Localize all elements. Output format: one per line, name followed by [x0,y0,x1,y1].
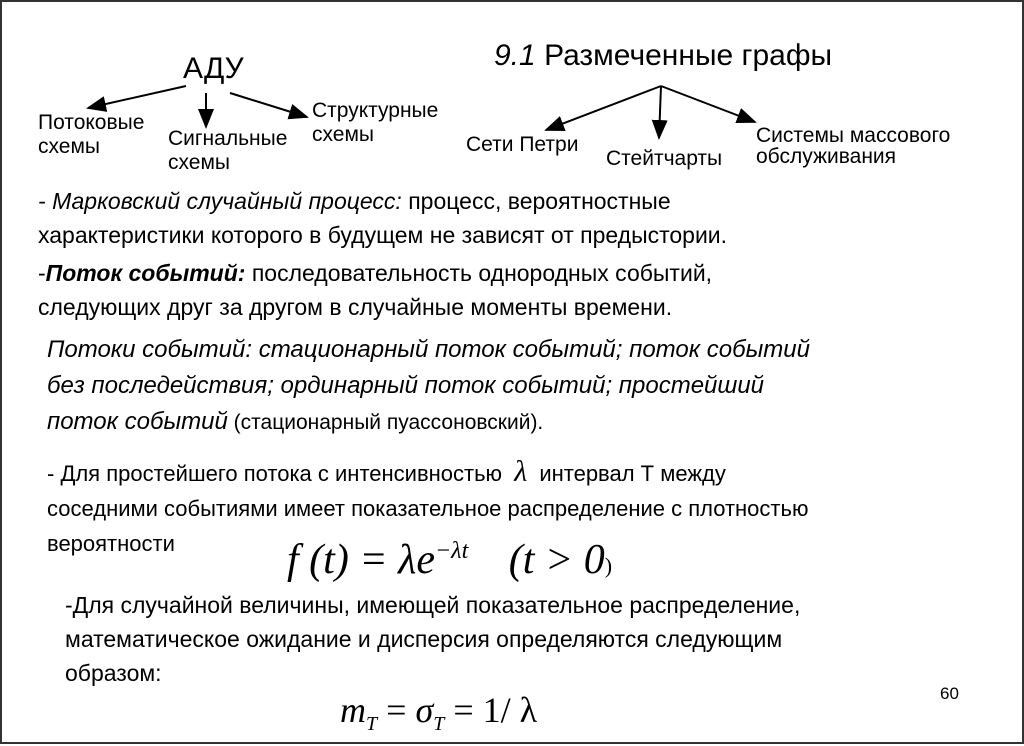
event-flow-line2: следующих друг за другом в случайные моменты времени. [38,294,673,320]
random-variable-text [65,588,800,690]
event-flow-term: Поток событий: [45,260,246,286]
queueing-line2: обслуживания [756,145,897,168]
event-flow-line1-rest: последовательность однородных событий, [245,260,713,286]
simplest-line2: соседними событиями имеет показательное распределение с плотностью [47,496,809,521]
density-exponent: −λt [434,538,469,564]
queueing-line1: Системы массового [756,124,951,147]
flow-types-line3-italic: поток событий [47,408,228,435]
event-flow-line1 [38,256,712,290]
moments-formula [340,688,537,746]
structural-schemes-line2: схемы [312,123,374,146]
markov-line1-rest: процесс, вероятностные [401,188,671,214]
flow-types [47,332,810,441]
structural-schemes-label [312,99,438,147]
simplest-line1-a: - Для простейшего потока с интенсивностью [47,461,503,486]
density-formula [287,526,612,591]
signal-schemes-line1: Сигнальные [168,127,288,150]
lambda-symbol: λ [514,455,528,488]
markov-line1 [38,184,727,218]
statecharts-label: Стейтчарты [606,147,723,170]
flow-schemes-label [38,111,144,159]
equals-1: = [377,690,416,730]
title-text: Размеченные графы [544,39,833,72]
event-flow-definition [38,256,712,324]
flow-schemes-line2: схемы [38,135,100,158]
queueing-systems-label [756,125,950,167]
density-condition: (t > 0 [508,537,605,583]
simplest-line1 [47,454,808,491]
random-variable-line3: образом: [65,660,162,686]
mean-subscript: T [366,713,378,736]
simplest-line1-b: интервал Т между [539,461,726,486]
petri-nets-label: Сети Петри [466,133,579,156]
event-flow-prefix: - [38,260,46,286]
markov-prefix: - [38,188,53,214]
markov-definition [38,184,727,252]
adu-root-label: АДУ [183,52,244,85]
flow-types-line3 [47,404,810,441]
flow-types-line2: без последействия; ординарный поток событий; простейший [47,372,765,399]
sigma-subscript: T [433,713,445,736]
signal-schemes-label [168,127,287,175]
mean-symbol: m [340,690,366,730]
markov-term: Марковский случайный процесс: [52,188,402,214]
flow-types-line1: Потоки событий: стационарный поток событий; поток событий [47,336,810,363]
flow-types-line3-rest: (стационарный пуассоновский). [227,411,544,434]
slide-title [494,38,832,74]
density-close-paren: ) [604,553,613,578]
random-variable-line2: математическое ожидание и дисперсия определяются следующим [65,626,783,652]
page-number: 60 [940,684,959,703]
random-variable-line1: -Для случайной величины, имеющей показательное распределение, [65,592,801,618]
title-number: 9.1 [494,39,536,72]
sigma-symbol: σ [415,690,434,730]
signal-schemes-line2: схемы [168,151,230,174]
equals-inverse-lambda: = 1/ λ [444,690,538,730]
flow-schemes-line1: Потоковые [38,111,145,134]
simplest-line3: вероятности [47,531,175,556]
density-lhs: f (t) = λe [287,537,435,583]
structural-schemes-line1: Структурные [312,99,439,122]
markov-line2: характеристики которого в будущем не зависят от предыстории. [38,222,728,248]
